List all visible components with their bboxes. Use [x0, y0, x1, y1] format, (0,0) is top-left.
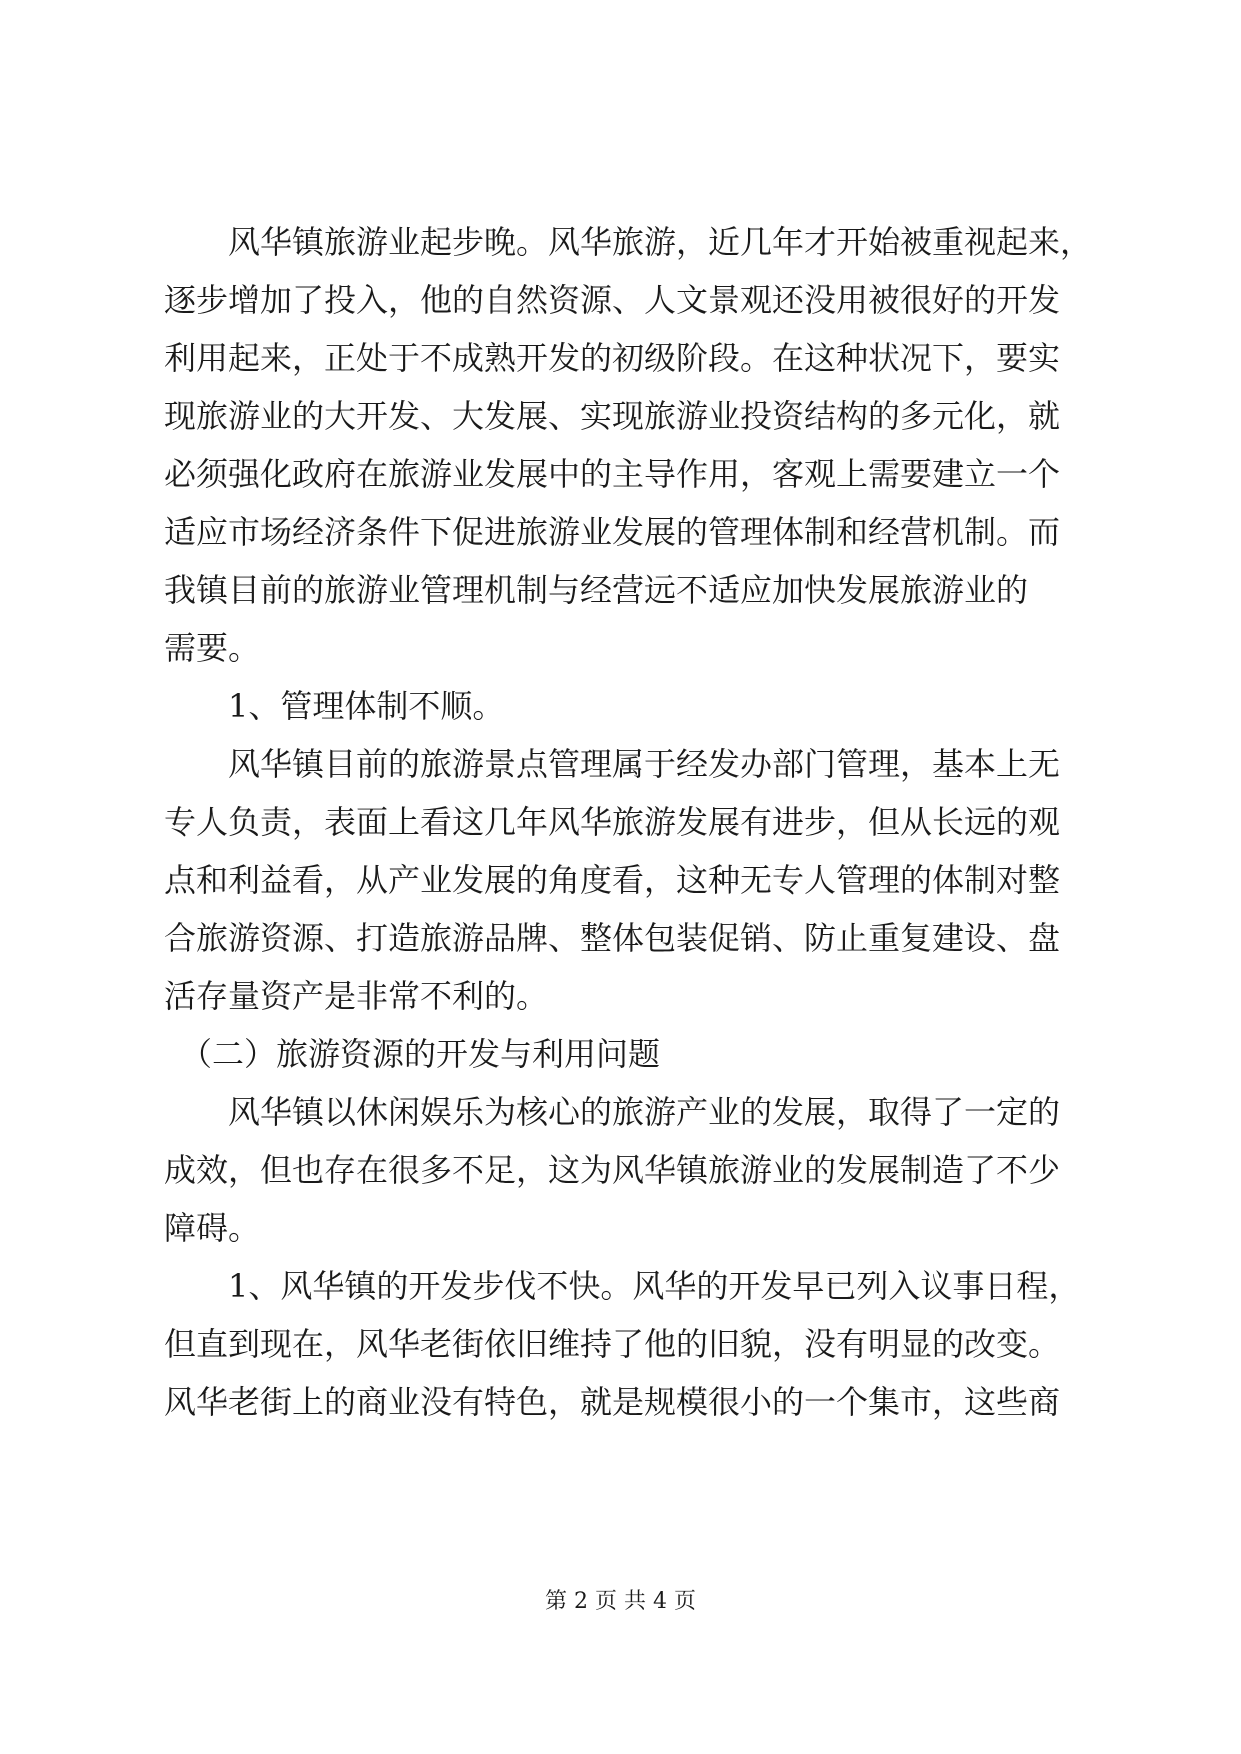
text-line: 活存量资产是非常不利的。 [164, 977, 549, 1015]
text-line: 风华镇目前的旅游景点管理属于经发办部门管理，基本上无 [164, 745, 1061, 783]
text-line: 我镇目前的旅游业管理机制与经营远不适应加快发展旅游业的 [164, 571, 1029, 609]
section-heading: 1、管理体制不顺。 [164, 687, 505, 725]
text-line: 成效，但也存在很多不足，这为风华镇旅游业的发展制造了不少 [164, 1151, 1061, 1189]
section-heading: 1、风华镇的开发步伐不快。风华的开发早已列入议事日程， [164, 1267, 1081, 1305]
text-line: 风华老街上的商业没有特色，就是规模很小的一个集市，这些商 [164, 1383, 1061, 1421]
text-line: 点和利益看，从产业发展的角度看，这种无专人管理的体制对整 [164, 861, 1061, 899]
text-line: 逐步增加了投入，他的自然资源、人文景观还没用被很好的开发 [164, 281, 1061, 319]
text-line: 现旅游业的大开发、大发展、实现旅游业投资结构的多元化，就 [164, 397, 1061, 435]
text-line: 必须强化政府在旅游业发展中的主导作用，客观上需要建立一个 [164, 455, 1061, 493]
text-line: 障碍。 [164, 1209, 261, 1247]
section-heading: （二）旅游资源的开发与利用问题 [164, 1035, 661, 1073]
text-line: 但直到现在，风华老街依旧维持了他的旧貌，没有明显的改变。 [164, 1325, 1061, 1363]
text-line: 需要。 [164, 629, 261, 667]
text-line: 合旅游资源、打造旅游品牌、整体包装促销、防止重复建设、盘 [164, 919, 1061, 957]
text-line: 风华镇旅游业起步晚。风华旅游，近几年才开始被重视起来， [164, 223, 1093, 261]
text-line: 风华镇以休闲娱乐为核心的旅游产业的发展，取得了一定的 [164, 1093, 1061, 1131]
text-line: 利用起来，正处于不成熟开发的初级阶段。在这种状况下，要实 [164, 339, 1061, 377]
text-line: 适应市场经济条件下促进旅游业发展的管理体制和经营机制。而 [164, 513, 1061, 551]
text-line: 专人负责，表面上看这几年风华旅游发展有进步，但从长远的观 [164, 803, 1061, 841]
page-number-footer: 第 2 页 共 4 页 [545, 1589, 696, 1614]
